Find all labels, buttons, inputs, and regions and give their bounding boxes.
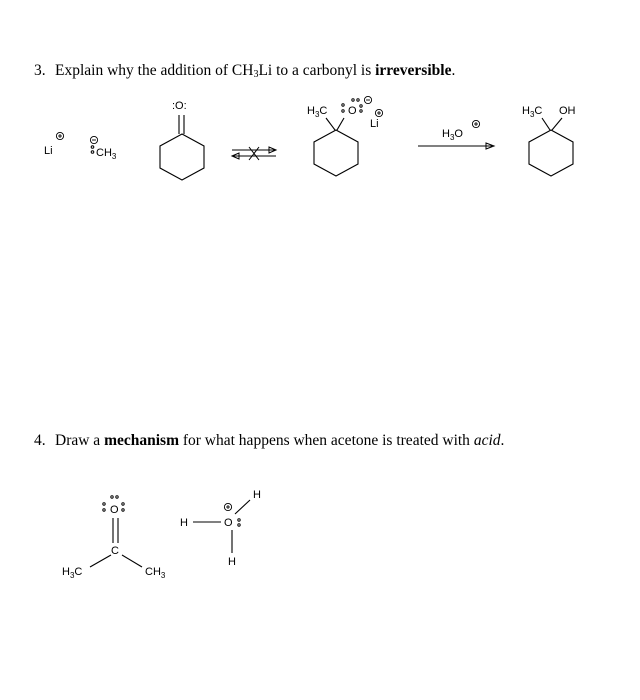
hydrogen-label: H — [180, 517, 188, 529]
acid-workup-step — [418, 120, 494, 149]
question-3-subscript: 3 — [253, 69, 259, 80]
methyl-group-label: $CH_3$ — [145, 566, 166, 580]
hydronium-ion — [180, 489, 261, 568]
acetone — [62, 496, 166, 580]
question-4-period: . — [500, 432, 505, 449]
methyl-group-label: $H_3C$ — [307, 105, 328, 119]
alkoxide-oxygen-label: O — [348, 105, 357, 117]
cyclohexane-ring — [529, 130, 573, 176]
hydronium-oxygen-label: O — [224, 517, 233, 529]
lithium-counterion-label: Li — [370, 118, 379, 130]
question-4-text: Draw a — [55, 432, 105, 449]
methyl-anion — [90, 136, 116, 161]
hydrogen-label: H — [228, 556, 236, 568]
tertiary-alcohol-product — [522, 105, 576, 176]
crossed-equilibrium-arrow — [232, 147, 276, 160]
alkoxide-intermediate — [307, 96, 383, 176]
question-4-emphasis: mechanism — [104, 432, 179, 449]
methyl-group-label: $H_3C$ — [62, 566, 83, 580]
hydroxyl-label: OH — [559, 105, 576, 117]
methyl-group-label: $H_3C$ — [522, 105, 543, 119]
carbonyl-oxygen-label: O — [110, 504, 119, 516]
carbonyl-carbon-label: C — [111, 545, 119, 557]
reaction-scheme-3 — [44, 96, 576, 180]
cyclohexane-ring — [160, 134, 204, 180]
question-3-number: 3. — [34, 62, 46, 79]
hydrogen-label: H — [253, 489, 261, 501]
question-3-text: Explain why the addition of CH — [55, 62, 254, 79]
question-4-text-middle: for what happens when acetone is treated with — [178, 432, 474, 449]
cyclohexane-ring — [314, 130, 358, 176]
lithium-label: Li — [44, 145, 53, 157]
question-4-number: 4. — [34, 432, 46, 449]
methyl-label: $CH_3$ — [96, 147, 117, 161]
carbonyl-oxygen-label: :O: — [172, 100, 187, 112]
question-3-text-middle: Li to a carbonyl is — [258, 62, 376, 79]
question-3-period: . — [451, 62, 456, 79]
hydronium-label: $H_3O$ — [442, 128, 463, 142]
reaction-scheme-4 — [62, 489, 261, 580]
question-4-italic: acid — [473, 432, 501, 449]
lithium-cation — [44, 132, 64, 157]
question-3-emphasis: irreversible — [375, 62, 452, 79]
cyclohexanone — [160, 100, 204, 180]
